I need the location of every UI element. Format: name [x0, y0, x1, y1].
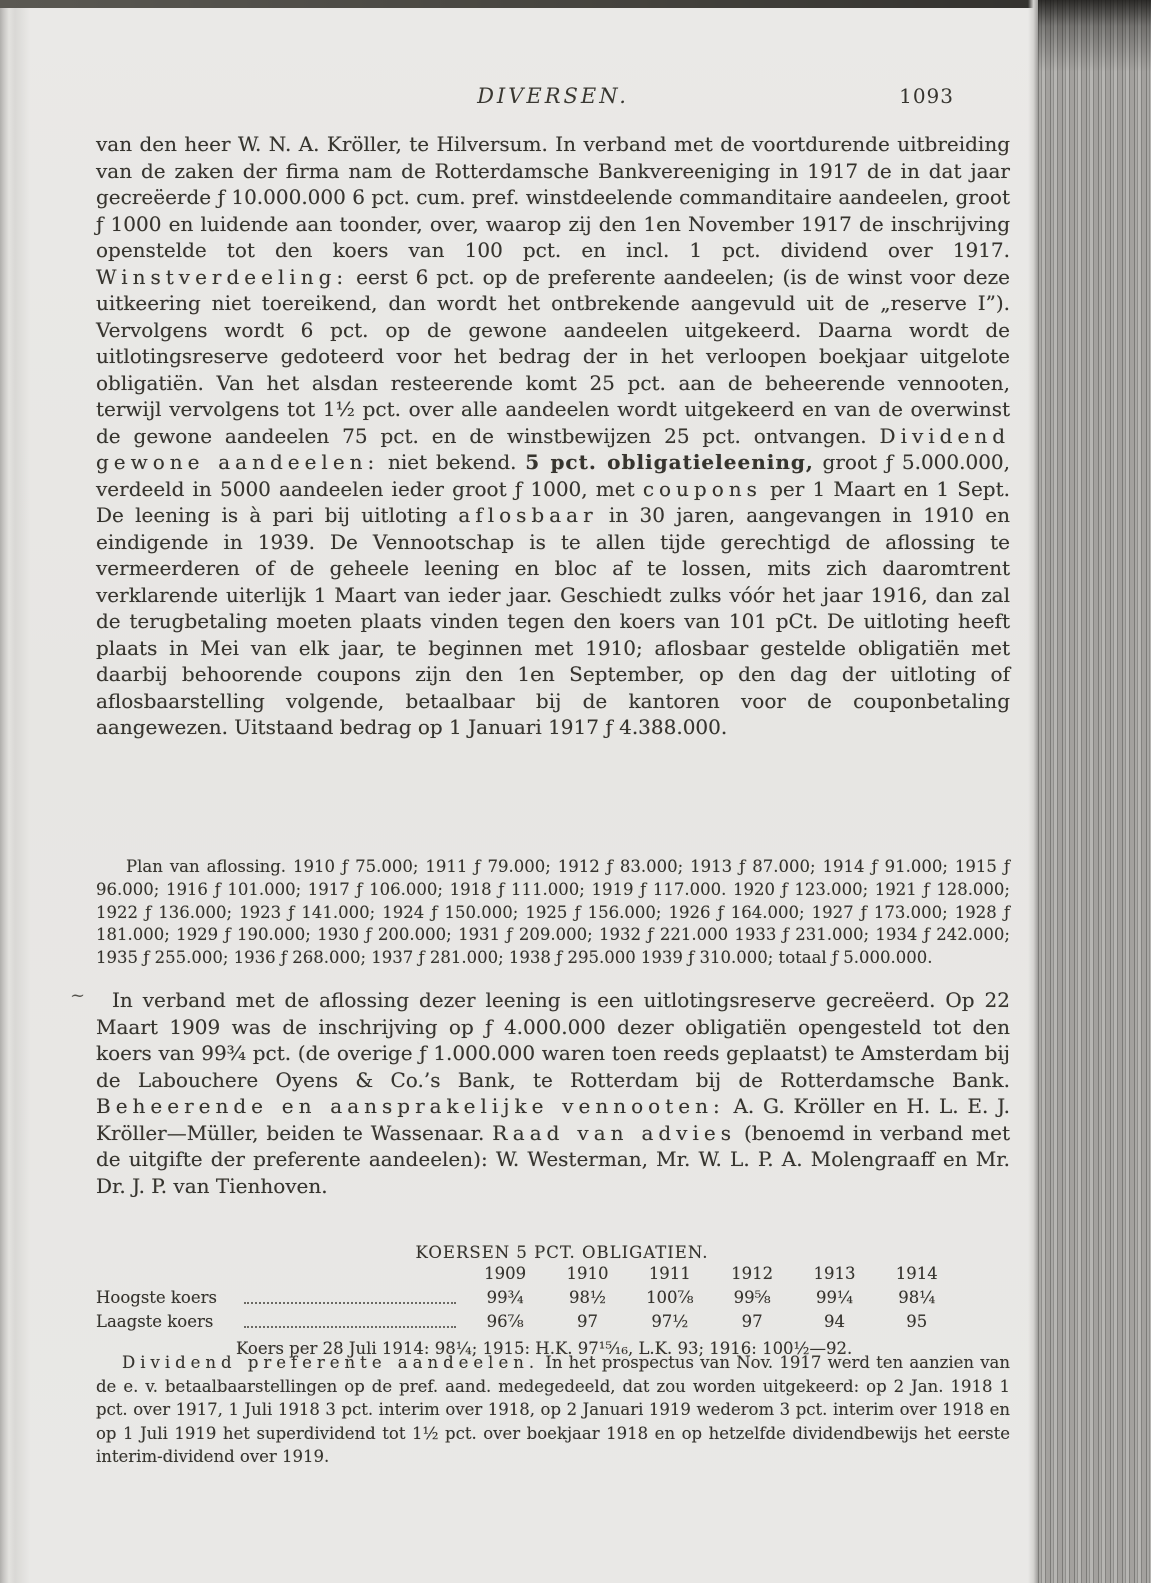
- table-footnote: Koers per 28 Juli 1914: 98¼; 1915: H.K. 97¹⁵⁄₁₆, L.K. 93; 1916: 100½—92.: [236, 1339, 853, 1358]
- plan-label: Plan van aflossing.: [126, 857, 287, 876]
- table-cell: 99¾: [486, 1288, 524, 1307]
- table-cell: 99⅝: [733, 1288, 771, 1307]
- table-cell: 94: [823, 1312, 845, 1331]
- text-run: In verband met de aflossing dezer leening is een uitlotingsreserve gecreëerd. Op 22 Maart 1909 was de inschrijving op ƒ 4.000.000 dezer obligatiën opengesteld tot den koers van 99¾ pct. (de overige ƒ 1.000.000 waren toen reeds geplaatst) te Amsterdam bij de Labouchere Oyens & Co.’s Bank, te Rotterdam bij de Rotterdamsche Bank.: [96, 988, 1010, 1092]
- year-header: 1911: [648, 1264, 691, 1283]
- table-row: [96, 1312, 958, 1336]
- text-run-spaced: Dividend gewone aandeelen:: [96, 423, 1010, 474]
- table-cell: 100⅞: [646, 1288, 694, 1307]
- row-label: Laagste koers: [96, 1312, 214, 1331]
- year-header: 1909: [484, 1264, 527, 1283]
- dotted-leader: [244, 1326, 456, 1328]
- text-run: in 30 jaren, aangevangen in 1910 en eindigende in 1939. De Vennootschap is te allen tijde gerechtigd de aflossing te vermeerderen of de geheele leening en bloc af te lossen, mits zich daaromtrent verklarende uiterlijk 1 Maart van ieder jaar. Geschiedt zulks vóór het jaar 1916, dan zal de terugbetaling moeten plaats vinden tegen den koers van 101 pCt. De uitloting heeft plaats in Mei van elk jaar, te beginnen met 1910; aflosbaar gestelde obligatiën met daarbij behoorende coupons zijn den 1en September, op den dag der uitloting of aflosbaarstelling volgende, betaalbaar bij de kantoren voor de couponbetaling aangewezen. Uitstaand bedrag op 1 Januari 1917 ƒ 4.388.000.: [96, 503, 1010, 739]
- paragraph-main: [96, 131, 1010, 741]
- text-run-spaced: Raad van advies: [492, 1120, 736, 1145]
- table-cell: 95: [906, 1312, 928, 1331]
- text-run-spaced: aflosbaar: [458, 503, 598, 527]
- table-title: KOERSEN 5 PCT. OBLIGATIEN.: [415, 1243, 709, 1262]
- table-cell: 98¼: [898, 1288, 936, 1307]
- running-title: DIVERSEN.: [477, 84, 629, 108]
- margin-mark: ~: [70, 985, 86, 1006]
- text-run: In het prospectus van Nov. 1917 werd ten aanzien van de e. v. betaalbaarstellingen op de pref. aand. medegedeeld, dat zou worden uitgekeerd: op 2 Jan. 1918 1 pct. over 1917, 1 Juli 1918 3 pct. interim over 1918, op 2 Januari 1919 wederom 3 pct. interim over 1918 en op 1 Juli 1919 het superdividend tot 1½ pct. over boekjaar 1918 en op hetzelfde dividendbewijs het eerste interim-dividend over 1919.: [96, 1353, 1010, 1466]
- koersen-table: [96, 1243, 958, 1358]
- year-header: 1914: [895, 1264, 938, 1283]
- table-row: [96, 1288, 958, 1312]
- text-run: A. G. Kröller en H. L. E. J. Kröller—Müller, beiden te Wassenaar.: [96, 1094, 1010, 1145]
- paragraph-dividend-preferente: [96, 1351, 1010, 1469]
- text-run: groot ƒ 5.000.000, verdeeld in 5000 aandeelen ieder groot ƒ 1000, met: [96, 450, 1011, 501]
- text-run-spaced: Winstverdeeling:: [96, 264, 349, 289]
- paragraph-secondary: [96, 987, 1010, 1199]
- dotted-leader: [244, 1302, 456, 1304]
- text-run: per 1 Maart en 1 Sept. De leening is à pari bij uitloting: [96, 476, 1010, 527]
- book-page-edges: [1038, 0, 1151, 1583]
- scan-left-edge: [0, 8, 30, 1583]
- text-run-spaced: coupons: [642, 476, 762, 501]
- text-run: niet bekend.: [379, 450, 526, 474]
- text-run: eerst 6 pct. op de preferente aandeelen; (is de winst voor deze uitkeering niet toereikend, dan wordt het ontbrekende aangevuld uit de „reserve I”). Vervolgens wordt 6 pct. op de gewone aandeelen uitgekeerd. Daarna wordt de uitlotingsreserve gedoteerd voor het bedrag der in het verloopen boekjaar uitgelote obligatiën. Van het alsdan resteerende komt 25 pct. aan de beheerende vennooten, terwijl vervolgens tot 1½ pct. over alle aandeelen wordt uitgekeerd en van de overwinst de gewone aandeelen 75 pct. en de winstbewijzen 25 pct. ontvangen.: [96, 264, 1010, 448]
- table-cell: 96⅞: [486, 1312, 524, 1331]
- row-label: Hoogste koers: [96, 1288, 217, 1307]
- year-header: 1910: [566, 1264, 609, 1283]
- page-number: 1093: [899, 84, 954, 108]
- table-cell: 99¼: [815, 1288, 853, 1307]
- table-cell: 97½: [651, 1312, 689, 1331]
- year-header: 1912: [731, 1264, 774, 1283]
- text-run-spaced: Beheerende en aansprakelijke vennooten:: [96, 1094, 725, 1118]
- scan-top-edge: [0, 0, 1151, 8]
- table-cell: 98½: [568, 1288, 606, 1307]
- table-cell: 97: [741, 1312, 763, 1331]
- paragraph-redemption-plan: [96, 856, 1010, 970]
- table-year-row: [96, 1264, 958, 1288]
- year-header: 1913: [813, 1264, 856, 1283]
- page-header: [96, 84, 1010, 114]
- text-run-spaced: Dividend preferente aandeelen.: [122, 1353, 540, 1372]
- text-run: 1910 ƒ 75.000; 1911 ƒ 79.000; 1912 ƒ 83.000; 1913 ƒ 87.000; 1914 ƒ 91.000; 1915 ƒ 96.000; 1916 ƒ 101.000; 1917 ƒ 106.000; 1918 ƒ 111.000; 1919 ƒ 117.000. 1920 ƒ 123.000; 1921 ƒ 128.000; 1922 ƒ 136.000; 1923 ƒ 141.000; 1924 ƒ 150.000; 1925 ƒ 156.000; 1926 ƒ 164.000; 1927 ƒ 173.000; 1928 ƒ 181.000; 1929 ƒ 190.000; 1930 ƒ 200.000; 1931 ƒ 209.000; 1932 ƒ 221.000 1933 ƒ 231.000; 1934 ƒ 242.000; 1935 ƒ 255.000; 1936 ƒ 268.000; 1937 ƒ 281.000; 1938 ƒ 295.000 1939 ƒ 310.000; totaal ƒ 5.000.000.: [96, 857, 1010, 968]
- table-cell: 97: [576, 1312, 598, 1331]
- text-run: van den heer W. N. A. Kröller, te Hilversum. In verband met de voortdurende uitbreiding van de zaken der firma nam de Rotterdamsche Bankvereeniging in 1917 de in dat jaar gecreëerde ƒ 10.000.000 6 pct. cum. pref. winstdeelende commanditaire aandeelen, groot ƒ 1000 en luidende aan toonder, over, waarop zij den 1en November 1917 de inschrijving openstelde tot den koers van 100 pct. en incl. 1 pct. dividend over 1917.: [96, 132, 1010, 262]
- text-run-bold: 5 pct. obligatieleening,: [525, 450, 814, 474]
- text-run: (benoemd in verband met de uitgifte der preferente aandeelen): W. Westerman, Mr. W. L. P. A. Molengraaff en Mr. Dr. J. P. van Tienhoven.: [96, 1120, 1011, 1198]
